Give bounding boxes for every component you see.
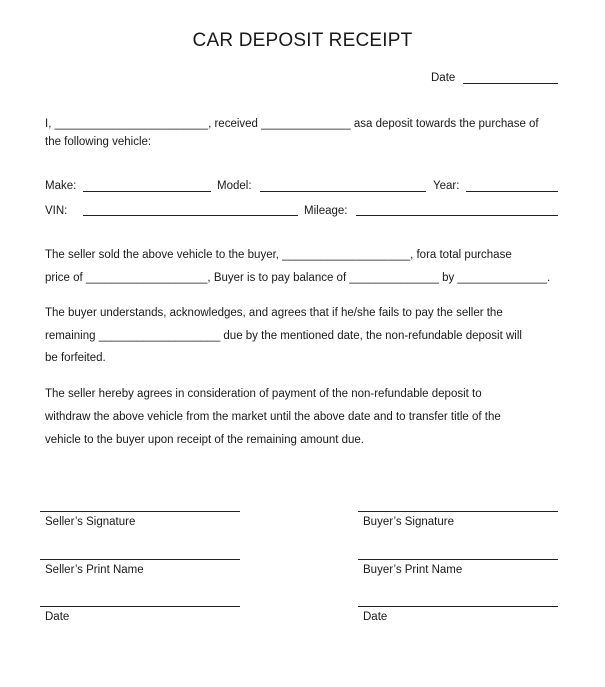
paragraph-2-line-1: The buyer understands, acknowledges, and agrees that if he/she fails to pay the seller the [45, 307, 503, 319]
paragraph-2-line-2: remaining ___________________ due by the mentioned date, the non-refundable deposit will [45, 330, 522, 342]
year-label: Year: [433, 180, 460, 192]
make-line[interactable] [83, 191, 211, 192]
document-title: CAR DEPOSIT RECEIPT [192, 30, 413, 51]
seller-print-name-label: Seller’s Print Name [45, 564, 144, 576]
model-line[interactable] [260, 191, 426, 192]
seller-signature-label: Seller’s Signature [45, 516, 136, 528]
seller-date-line[interactable] [40, 606, 240, 607]
paragraph-1-line-1: The seller sold the above vehicle to the buyer, ____________________, fora total purchase [45, 249, 512, 261]
paragraph-3-line-3: vehicle to the buyer upon receipt of the remaining amount due. [45, 434, 365, 446]
buyer-date-label: Date [363, 611, 388, 623]
buyer-print-name-line[interactable] [358, 559, 558, 560]
mileage-label: Mileage: [304, 205, 348, 217]
intro-line-2: the following vehicle: [45, 136, 152, 148]
model-label: Model: [217, 180, 252, 192]
buyer-signature-label: Buyer’s Signature [363, 516, 454, 528]
vin-label: VIN: [45, 205, 68, 217]
paragraph-3-line-2: withdraw the above vehicle from the market until the above date and to transfer title of the [45, 411, 501, 423]
intro-line-1: I, ________________________, received ______________ asa deposit towards the purchase of [45, 118, 539, 130]
seller-signature-line[interactable] [40, 511, 240, 512]
seller-date-label: Date [45, 611, 70, 623]
vin-line[interactable] [83, 215, 298, 216]
mileage-line[interactable] [356, 215, 558, 216]
paragraph-1-line-2: price of ___________________, Buyer is to pay balance of ______________ by ______________. [45, 272, 551, 284]
date-label: Date [431, 72, 456, 84]
paragraph-3-line-1: The seller hereby agrees in consideration of payment of the non-refundable deposit to [45, 388, 482, 400]
date-line[interactable] [463, 83, 558, 84]
buyer-print-name-label: Buyer’s Print Name [363, 564, 463, 576]
make-label: Make: [45, 180, 77, 192]
year-line[interactable] [466, 191, 558, 192]
buyer-signature-line[interactable] [358, 511, 558, 512]
seller-print-name-line[interactable] [40, 559, 240, 560]
buyer-date-line[interactable] [358, 606, 558, 607]
paragraph-2-line-3: be forfeited. [45, 352, 106, 364]
